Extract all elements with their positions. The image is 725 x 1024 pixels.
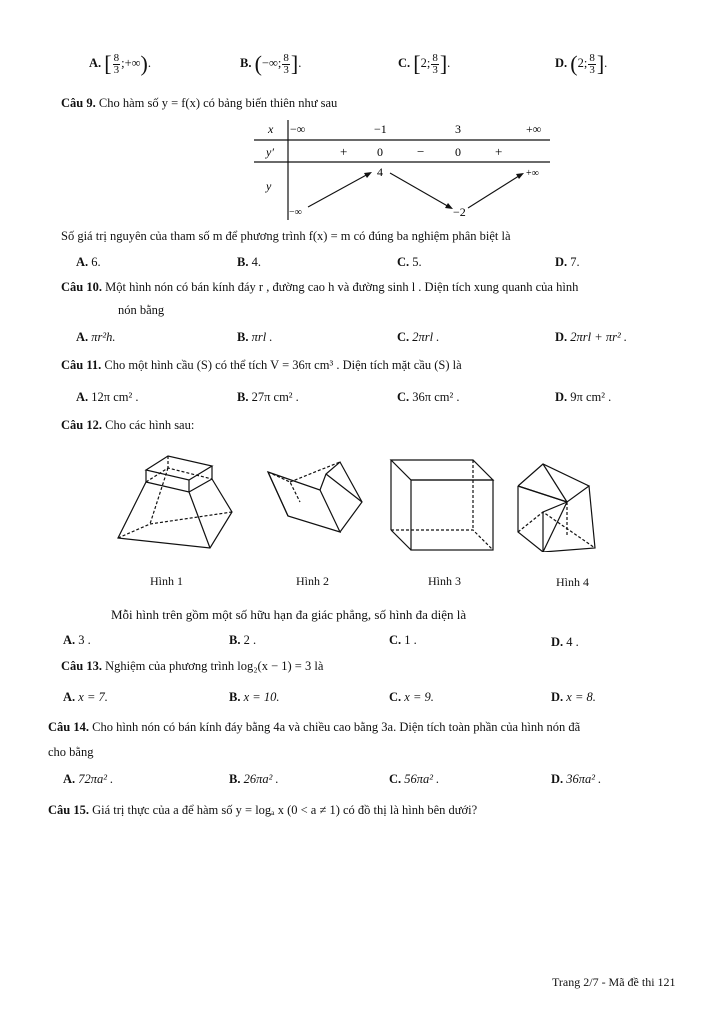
option-label: C. (389, 633, 402, 647)
option-head: 2; (420, 55, 431, 70)
arrowhead (445, 203, 453, 209)
x-value: −∞ (290, 122, 306, 136)
q14-option-c (389, 772, 439, 787)
figure-caption-3: Hình 3 (428, 574, 461, 588)
q14-stem-continued (48, 745, 93, 760)
figure-caption-4: Hình 4 (556, 575, 589, 589)
option-text: x = 7. (78, 690, 108, 704)
q13-option-d (551, 690, 596, 705)
question-text: Nghiệm của phương trình log₂(x − 1) = 3 là (105, 659, 324, 673)
q12-option-a (63, 633, 91, 648)
bracket: ] (596, 51, 605, 76)
option-text: 4 . (566, 635, 579, 649)
q12-stem (61, 418, 194, 433)
q10-option-d (555, 330, 627, 345)
arrowhead (364, 172, 372, 178)
q11-option-c (397, 390, 460, 405)
question-label: Câu 14. (48, 720, 89, 734)
derivative-sign: − (417, 144, 425, 159)
q9-question (61, 229, 511, 244)
x-value: 3 (455, 122, 461, 136)
numerator: 8 (589, 51, 595, 64)
option-label: D. (555, 255, 568, 269)
option-label: C. (397, 330, 410, 344)
polyhedra-figures (110, 452, 610, 552)
question-text: Mỗi hình trên gồm một số hữu hạn đa giác phẳng, số hình đa diện là (111, 607, 467, 622)
variation-table (250, 116, 555, 224)
q15-stem (48, 803, 477, 818)
y-value: −∞ (289, 207, 302, 218)
y-value: 4 (377, 165, 383, 179)
q10-stem-continued (118, 303, 164, 318)
derivative-sign: + (495, 144, 503, 159)
option-text: 72πa² . (78, 772, 114, 786)
question-label: Câu 15. (48, 803, 89, 817)
question-text: Giá trị thực của a để hàm số y = logₐ x (0 < a ≠ 1) có đồ thị là hình bên dưới? (92, 803, 478, 817)
option-text: 1 . (404, 633, 417, 647)
q8-option-a: A. [ $\frac{8}{3}$ ;+∞). (89, 51, 151, 76)
option-label: B. (237, 390, 249, 404)
bracket: ( (570, 51, 578, 76)
q9-option-a (76, 255, 101, 270)
figure-2 (268, 462, 362, 532)
q14-option-a (63, 772, 113, 787)
option-text: 2 . (243, 633, 257, 647)
bracket: [ (413, 51, 421, 76)
q8-option-d: D. (2; $\frac{8}{3}$ ]. (555, 51, 608, 76)
denominator: 3 (432, 63, 438, 76)
option-head: −∞; (261, 55, 282, 70)
option-text: 27π cm² . (251, 390, 299, 404)
q13-option-c (389, 690, 434, 705)
q9-option-d (555, 255, 580, 270)
question-text: Một hình nón có bán kính đáy r , đường cao h và đường sinh l . Diện tích xung quanh của hình (105, 280, 579, 294)
option-label: A. (63, 690, 76, 704)
option-tail: ;+∞ (121, 55, 141, 70)
option-text: 26πa² . (243, 772, 279, 786)
option-text: 36π cm² . (412, 390, 460, 404)
q12-option-c (389, 633, 417, 648)
question-text: Cho các hình sau: (105, 418, 195, 432)
table-y-label: y (266, 179, 272, 193)
question-label: Câu 12. (61, 418, 102, 432)
question-label: Câu 9. (61, 96, 96, 110)
q9-option-c (397, 255, 422, 270)
q11-option-a (76, 390, 139, 405)
option-label: D. (551, 690, 564, 704)
table-yprime-label: y′ (266, 145, 274, 159)
question-text: Cho một hình cầu (S) có thể tích V = 36π cm³ . Diện tích mặt cầu (S) là (104, 358, 462, 372)
option-text: 2πrl . (412, 330, 440, 344)
bracket: ( (254, 51, 262, 76)
option-text: 6. (91, 255, 101, 269)
question-text: Số giá trị nguyên của tham số m để phương trình f(x) = m có đúng ba nghiệm phân biệt là (61, 229, 511, 243)
option-text: 4. (251, 255, 261, 269)
option-label: B. (229, 633, 241, 647)
option-label: B. (229, 772, 241, 786)
q9-option-b (237, 255, 261, 270)
option-label: D. (555, 390, 568, 404)
table-x-label: x (268, 122, 274, 136)
q11-option-d (555, 390, 611, 405)
y-value: +∞ (526, 168, 539, 179)
numerator: 8 (113, 51, 120, 64)
option-text: 5. (412, 255, 422, 269)
x-value: +∞ (526, 122, 542, 136)
option-label: B. (240, 55, 252, 70)
option-label: B. (229, 690, 241, 704)
figure-1 (118, 456, 232, 548)
option-text: 7. (570, 255, 580, 269)
q8-option-c: C. [2; $\frac{8}{3}$ ]. (398, 51, 451, 76)
q11-option-b (237, 390, 299, 405)
option-text: 9π cm² . (570, 390, 612, 404)
option-label: A. (63, 772, 76, 786)
denominator: 3 (283, 63, 289, 76)
q10-stem (61, 280, 578, 295)
increasing-arrow (468, 174, 522, 208)
option-text: x = 10. (243, 690, 280, 704)
derivative-sign: 0 (455, 145, 461, 159)
y-value: −2 (453, 205, 466, 219)
figure-4 (518, 464, 595, 552)
option-text: 2πrl + πr² . (570, 330, 627, 344)
figure-3 (391, 460, 493, 550)
q10-option-c (397, 330, 439, 345)
option-text: x = 8. (566, 690, 596, 704)
q9-stem (61, 96, 337, 111)
option-label: D. (551, 772, 564, 786)
figure-caption-1: Hình 1 (150, 574, 183, 588)
q13-option-a (63, 690, 108, 705)
option-label: A. (76, 390, 89, 404)
question-text: Cho hình nón có bán kính đáy bằng 4a và chiều cao bằng 3a. Diện tích toàn phần của hình nón đã (92, 720, 581, 734)
fraction (113, 53, 121, 76)
derivative-sign: + (340, 144, 348, 159)
fraction (282, 53, 290, 76)
option-label: C. (389, 772, 402, 786)
option-label: A. (63, 633, 76, 647)
fraction (431, 53, 439, 76)
question-label: Câu 10. (61, 280, 102, 294)
denominator: 3 (589, 63, 595, 76)
page-footer: Trang 2/7 - Mã đề thi 121 (552, 975, 676, 989)
bracket: [ (104, 51, 112, 76)
option-label: A. (76, 330, 89, 344)
option-label: C. (397, 255, 410, 269)
option-text: 12π cm² . (91, 390, 139, 404)
q10-option-a (76, 330, 116, 345)
option-label: A. (76, 255, 89, 269)
q10-option-b (237, 330, 272, 345)
q8-option-b: B. (−∞; $\frac{8}{3}$ ]. (240, 51, 302, 76)
option-label: D. (555, 55, 568, 70)
q12-option-d (551, 635, 579, 650)
q14-stem (48, 720, 580, 735)
figure-caption-2: Hình 2 (296, 574, 329, 588)
q13-option-b (229, 690, 279, 705)
denominator: 3 (113, 63, 120, 76)
arrowhead (516, 173, 524, 179)
option-text: 36πa² . (566, 772, 602, 786)
q12-question (111, 607, 466, 623)
question-text: nón bằng (118, 303, 165, 317)
question-label: Câu 13. (61, 659, 102, 673)
q12-option-b (229, 633, 256, 648)
option-text: πrl . (251, 330, 273, 344)
option-label: A. (89, 55, 102, 70)
option-label: D. (555, 330, 568, 344)
q11-stem (61, 358, 462, 373)
x-value: −1 (374, 122, 387, 136)
option-text: 3 . (78, 633, 91, 647)
bracket: ] (439, 51, 448, 76)
option-label: B. (237, 330, 249, 344)
option-label: C. (398, 55, 411, 70)
option-text: 56πa² . (404, 772, 440, 786)
question-text: cho bằng (48, 745, 94, 759)
numerator: 8 (283, 51, 289, 64)
increasing-arrow (308, 173, 370, 207)
option-text: πr²h. (91, 330, 116, 344)
fraction (588, 53, 596, 76)
bracket: ) (140, 51, 148, 76)
q14-option-b (229, 772, 279, 787)
bracket: ] (290, 51, 299, 76)
option-label: C. (389, 690, 402, 704)
derivative-sign: 0 (377, 145, 383, 159)
numerator: 8 (432, 51, 438, 64)
option-text: x = 9. (404, 690, 434, 704)
option-label: C. (397, 390, 410, 404)
q13-stem (61, 659, 323, 674)
q14-option-d (551, 772, 601, 787)
option-label: D. (551, 635, 564, 649)
option-head: 2; (577, 55, 588, 70)
question-text: Cho hàm số y = f(x) có bảng biến thiên như sau (98, 96, 338, 110)
question-label: Câu 11. (61, 358, 102, 372)
option-label: B. (237, 255, 249, 269)
decreasing-arrow (390, 173, 451, 208)
